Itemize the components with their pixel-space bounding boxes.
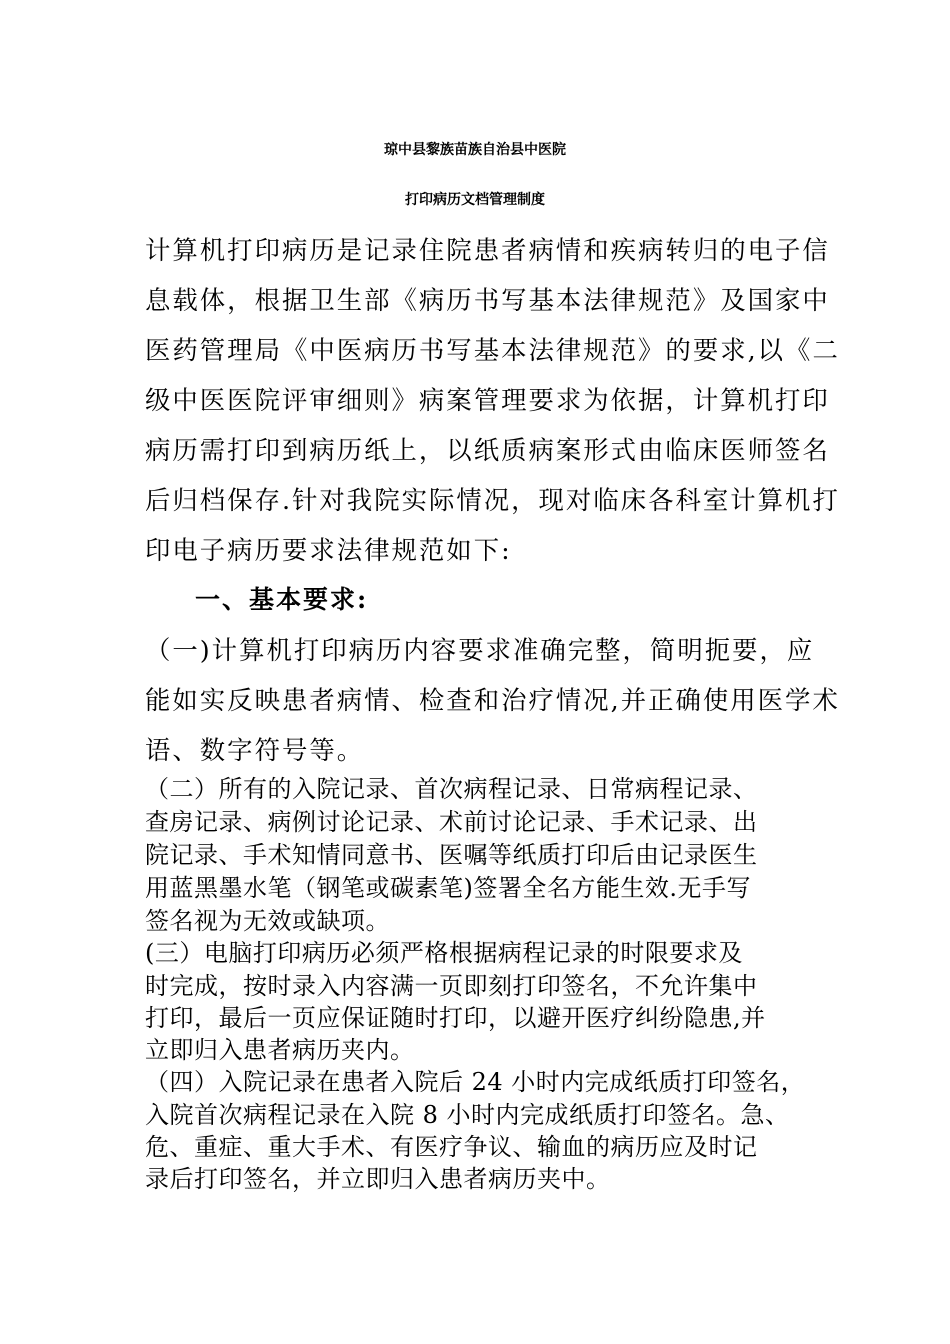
intro-line: 后归档保存.针对我院实际情况，现对临床各科室计算机打 (145, 485, 840, 515)
item-1-line: 能如实反映患者病情、检查和治疗情况,并正确使用医学术 (145, 685, 840, 715)
item-2-line: 查房记录、病例讨论记录、术前讨论记录、手术记录、出 (145, 808, 758, 836)
intro-line: 计算机打印病历是记录住院患者病情和疾病转归的电子信 (145, 235, 830, 265)
item-3-line: 时完成，按时录入内容满一页即刻打印签名，不允许集中 (145, 972, 758, 1000)
intro-line: 病历需打印到病历纸上，以纸质病案形式由临床医师签名 (145, 435, 830, 465)
item-1-line: （一)计算机打印病历内容要求准确完整，简明扼要，应 (145, 635, 815, 665)
intro-line: 医药管理局《中医病历书写基本法律规范》的要求,以《二 (145, 335, 840, 365)
item-2-line: 签名视为无效或缺项。 (145, 907, 390, 935)
item-2-line: 院记录、手术知情同意书、医嘱等纸质打印后由记录医生 (145, 841, 758, 869)
document-title-line-2: 打印病历文档管理制度 (405, 192, 545, 208)
section-heading: 一、基本要求: (195, 585, 369, 614)
item-4-line: （四）入院记录在患者入院后 24 小时内完成纸质打印签名， (145, 1068, 806, 1096)
item-3-line: 立即归入患者病历夹内。 (145, 1036, 415, 1064)
intro-line: 级中医医院评审细则》病案管理要求为依据，计算机打印 (145, 385, 830, 415)
item-2-line: （二）所有的入院记录、首次病程记录、日常病程记录、 (145, 775, 758, 803)
intro-line: 印电子病历要求法律规范如下: (145, 535, 512, 565)
item-4-line: 录后打印签名，并立即归入患者病历夹中。 (145, 1165, 611, 1193)
item-2-line: 用蓝黑墨水笔（钢笔或碳素笔)签署全名方能生效.无手写 (145, 874, 751, 902)
item-3-line: 打印，最后一页应保证随时打印，以避开医疗纠纷隐患,并 (145, 1004, 766, 1032)
item-3-line: (三）电脑打印病历必须严格根据病程记录的时限要求及 (145, 939, 743, 967)
item-4-line: 危、重症、重大手术、有医疗争议、输血的病历应及时记 (145, 1133, 758, 1161)
document-title-line-1: 琼中县黎族苗族自治县中医院 (384, 142, 566, 158)
item-1-line: 语、数字符号等。 (145, 735, 365, 765)
item-4-line: 入院首次病程记录在入院 8 小时内完成纸质打印签名。急、 (145, 1101, 790, 1129)
intro-line: 息载体，根据卫生部《病历书写基本法律规范》及国家中 (145, 285, 830, 315)
